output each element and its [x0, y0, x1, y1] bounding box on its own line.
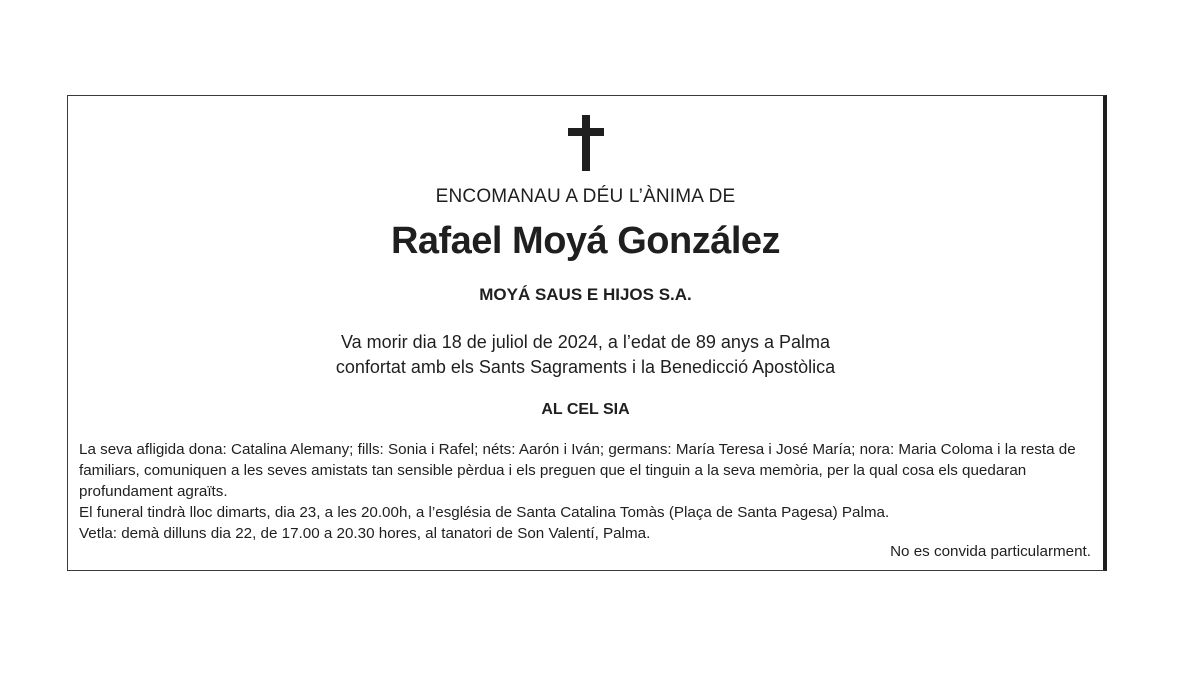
notice-body [79, 439, 1099, 544]
cross-icon [568, 115, 604, 171]
family-paragraph: La seva afligida dona: Catalina Alemany; fills: Sonia i Rafel; néts: Aarón i Iván; germans: María Teresa i José María; nora: Maria Coloma i la resta de familiars, comuniquen a les seves amistats tan sensible pèrdua i els preguen que el tinguin a la seva memòria, per la qual cosa els quedaran profundament agraïts. [79, 441, 1076, 500]
death-details [68, 330, 1103, 380]
motto: AL CEL SIA [541, 401, 630, 418]
obituary-notice [67, 95, 1107, 571]
company-name: MOYÁ SAUS E HIJOS S.A. [479, 285, 692, 304]
death-line-2: confortat amb els Sants Sagraments i la Benedicció Apostòlica [335, 357, 836, 377]
deceased-name: Rafael Moyá González [390, 220, 781, 262]
closing-note: No es convida particularment. [890, 543, 1091, 560]
funeral-info: El funeral tindrà lloc dimarts, dia 23, a les 20.00h, a l’església de Santa Catalina Tomàs (Plaça de Santa Pagesa) Palma. [79, 504, 890, 521]
intro-line: ENCOMANAU A DÉU L’ÀNIMA DE [435, 186, 736, 207]
wake-info: Vetla: demà dilluns dia 22, de 17.00 a 20.30 hores, al tanatori de Son Valentí, Palma. [79, 525, 651, 542]
death-line-1: Va morir dia 18 de juliol de 2024, a l’edat de 89 anys a Palma [341, 332, 830, 352]
